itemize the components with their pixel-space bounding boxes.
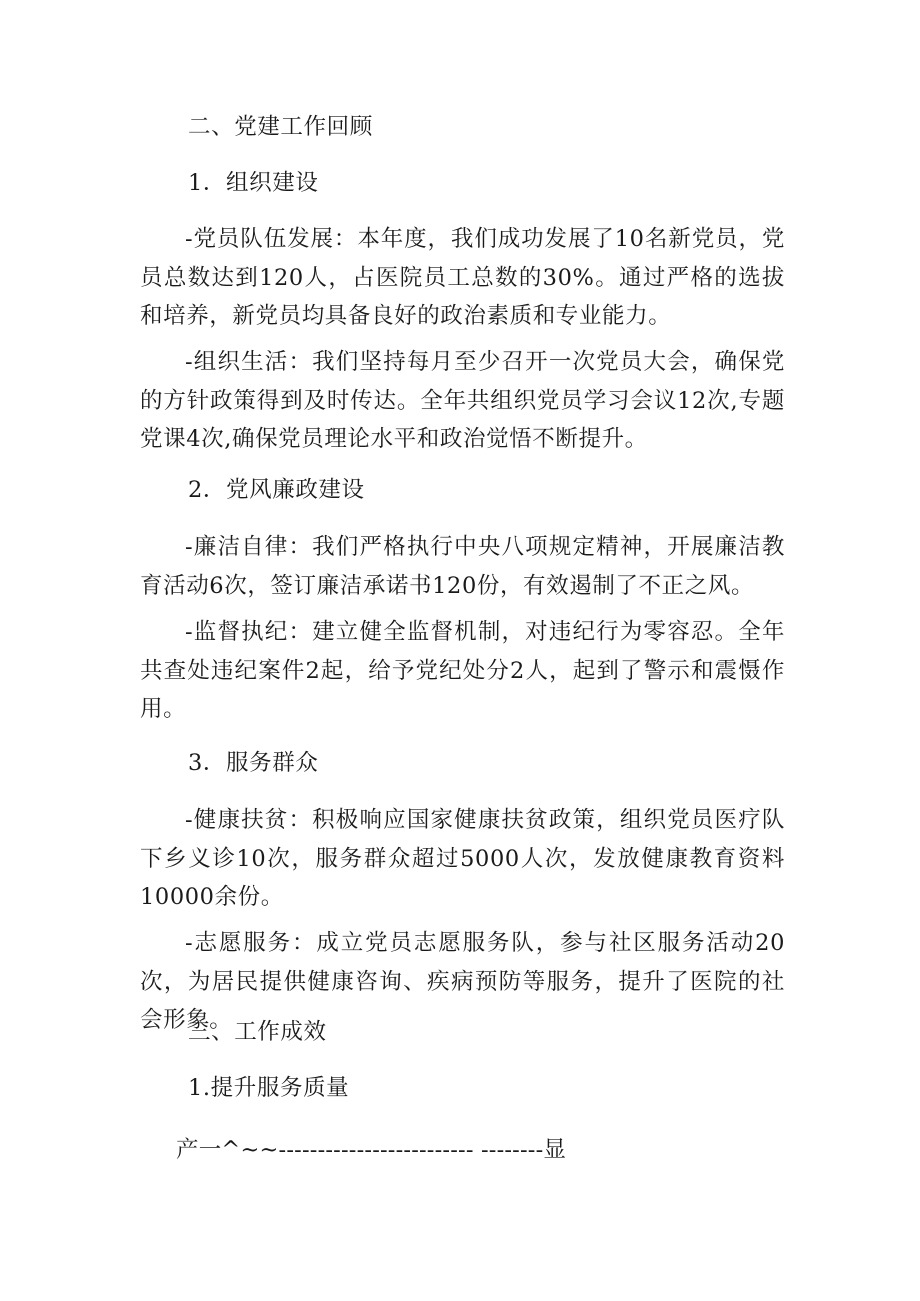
section-heading-work-results: 三、工作成效: [188, 1019, 327, 1045]
subheading-organization-building: 1．组织建设: [188, 170, 319, 196]
garbled-text-line: 产一^~~------------------------- --------显: [176, 1137, 567, 1163]
subheading-serving-the-public: 3．服务群众: [188, 750, 319, 776]
section-heading-party-building-review: 二、党建工作回顾: [188, 114, 373, 140]
paragraph-self-discipline: -廉洁自律：我们严格执行中央八项规定精神，开展廉洁教育活动6次，签订廉洁承诺书120份，有效遏制了不正之风。: [140, 534, 785, 599]
paragraph-supervision: -监督执纪：建立健全监督机制，对违纪行为零容忍。全年共查处违纪案件2起，给予党纪处分2人，起到了警示和震慑作用。: [140, 619, 785, 723]
paragraph-volunteer-service: -志愿服务：成立党员志愿服务队，参与社区服务活动20次，为居民提供健康咨询、疾病预防等服务，提升了医院的社会形象。: [140, 930, 785, 1034]
subheading-integrity-building: 2．党风廉政建设: [188, 477, 365, 503]
paragraph-health-poverty-alleviation: -健康扶贫：积极响应国家健康扶贫政策，组织党员医疗队下乡义诊10次，服务群众超过5000人次，发放健康教育资料10000余份。: [140, 807, 785, 911]
paragraph-organization-life: -组织生活：我们坚持每月至少召开一次党员大会，确保党的方针政策得到及时传达。全年共组织党员学习会议12次,专题党课4次,确保党员理论水平和政治觉悟不断提升。: [140, 349, 785, 453]
paragraph-party-member-growth: -党员队伍发展：本年度，我们成功发展了10名新党员，党员总数达到120人，占医院员工总数的30%。通过严格的选拔和培养，新党员均具备良好的政治素质和专业能力。: [140, 226, 785, 330]
subheading-improve-service-quality: 1.提升服务质量: [188, 1075, 350, 1101]
